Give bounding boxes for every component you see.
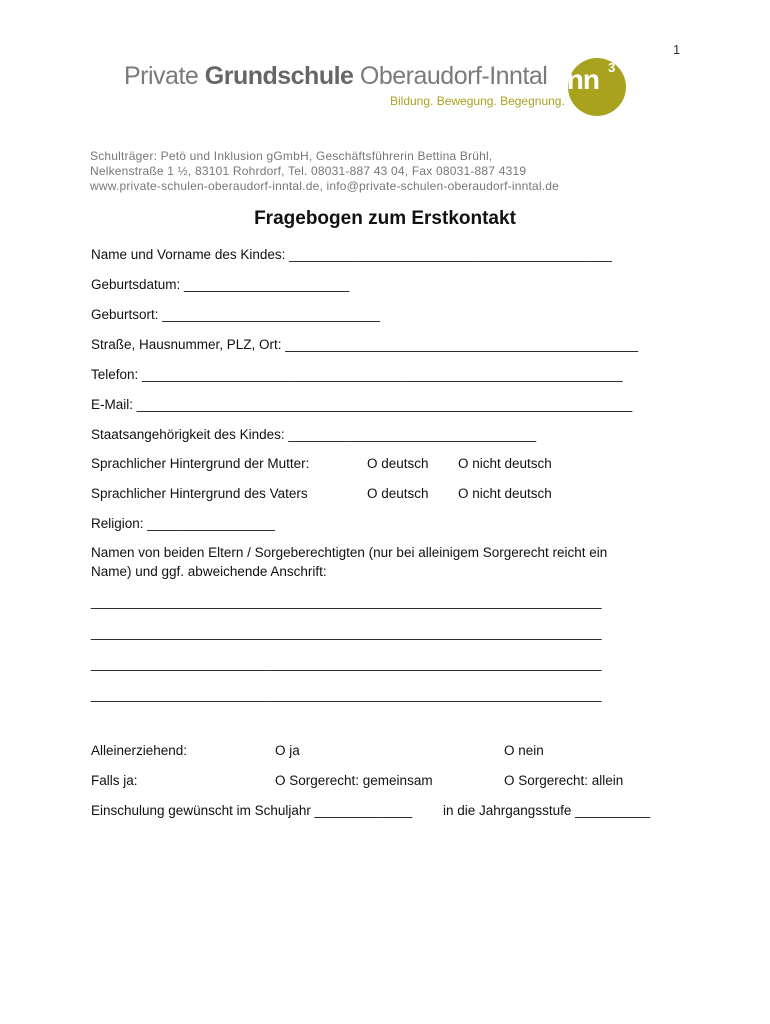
- language-mother-label: Sprachlicher Hintergrund der Mutter:: [91, 456, 310, 471]
- form-title: Fragebogen zum Erstkontakt: [254, 208, 516, 229]
- language-father-german-option[interactable]: O deutsch: [367, 486, 429, 501]
- header-line-1: Schulträger: Petö und Inklusion gGmbH, Geschäftsführerin Bettina Brühl,: [90, 149, 493, 163]
- language-father-label: Sprachlicher Hintergrund des Vaters: [91, 486, 308, 501]
- school-name-prefix: Private: [124, 62, 199, 90]
- single-parent-yes-option[interactable]: O ja: [275, 743, 300, 758]
- logo-superscript: 3: [608, 60, 616, 75]
- custody-joint-option[interactable]: O Sorgerecht: gemeinsam: [275, 773, 433, 788]
- logo-text: inn: [560, 64, 599, 95]
- header-line-3: www.private-schulen-oberaudorf-inntal.de, info@private-schulen-oberaudorf-inntal.de: [90, 179, 560, 193]
- field-address[interactable]: Straße, Hausnummer, PLZ, Ort: _______________________________________________: [91, 337, 639, 352]
- field-child-name[interactable]: Name und Vorname des Kindes: ___________________________________________: [91, 247, 612, 262]
- page-number: 1: [673, 42, 681, 57]
- header-line-2: Nelkenstraße 1 ½, 83101 Rohrdorf, Tel. 08031-887 43 04, Fax 08031-887 4319: [90, 164, 527, 178]
- if-yes-label: Falls ja:: [91, 773, 138, 788]
- school-logo: [560, 58, 626, 118]
- parents-line-2[interactable]: ____________________________________________________________________: [91, 625, 602, 640]
- language-mother-german-option[interactable]: O deutsch: [367, 456, 429, 471]
- parents-instruction: Namen von beiden Eltern / Sorgeberechtigten (nur bei alleinigem Sorgerecht reicht ein Name) und ggf. abweichende Anschrift:: [91, 545, 608, 579]
- school-name: [124, 62, 547, 91]
- school-name-bold: Grundschule: [204, 62, 354, 90]
- school-name-suffix: Oberaudorf-Inntal: [359, 62, 548, 90]
- field-birthplace[interactable]: Geburtsort: _____________________________: [91, 307, 381, 322]
- parents-line-4[interactable]: ____________________________________________________________________: [91, 687, 602, 702]
- parents-line-1[interactable]: ____________________________________________________________________: [91, 594, 602, 609]
- field-grade-level[interactable]: in die Jahrgangsstufe __________: [443, 803, 651, 818]
- language-mother-not-german-option[interactable]: O nicht deutsch: [458, 456, 552, 471]
- single-parent-label: Alleinerziehend:: [91, 743, 188, 758]
- parents-line-3[interactable]: ____________________________________________________________________: [91, 656, 602, 671]
- field-email[interactable]: E-Mail: __________________________________________________________________: [91, 397, 633, 412]
- single-parent-no-option[interactable]: O nein: [504, 743, 544, 758]
- language-father-not-german-option[interactable]: O nicht deutsch: [458, 486, 552, 501]
- field-phone[interactable]: Telefon: ________________________________________________________________: [91, 367, 623, 382]
- custody-sole-option[interactable]: O Sorgerecht: allein: [504, 773, 624, 788]
- field-enrollment-year[interactable]: Einschulung gewünscht im Schuljahr _____________: [91, 803, 413, 818]
- field-birthdate[interactable]: Geburtsdatum: ______________________: [91, 277, 350, 292]
- field-religion[interactable]: Religion: _________________: [91, 516, 275, 531]
- school-tagline: Bildung. Bewegung. Begegnung.: [390, 94, 565, 108]
- field-nationality[interactable]: Staatsangehörigkeit des Kindes: _________________________________: [91, 427, 537, 442]
